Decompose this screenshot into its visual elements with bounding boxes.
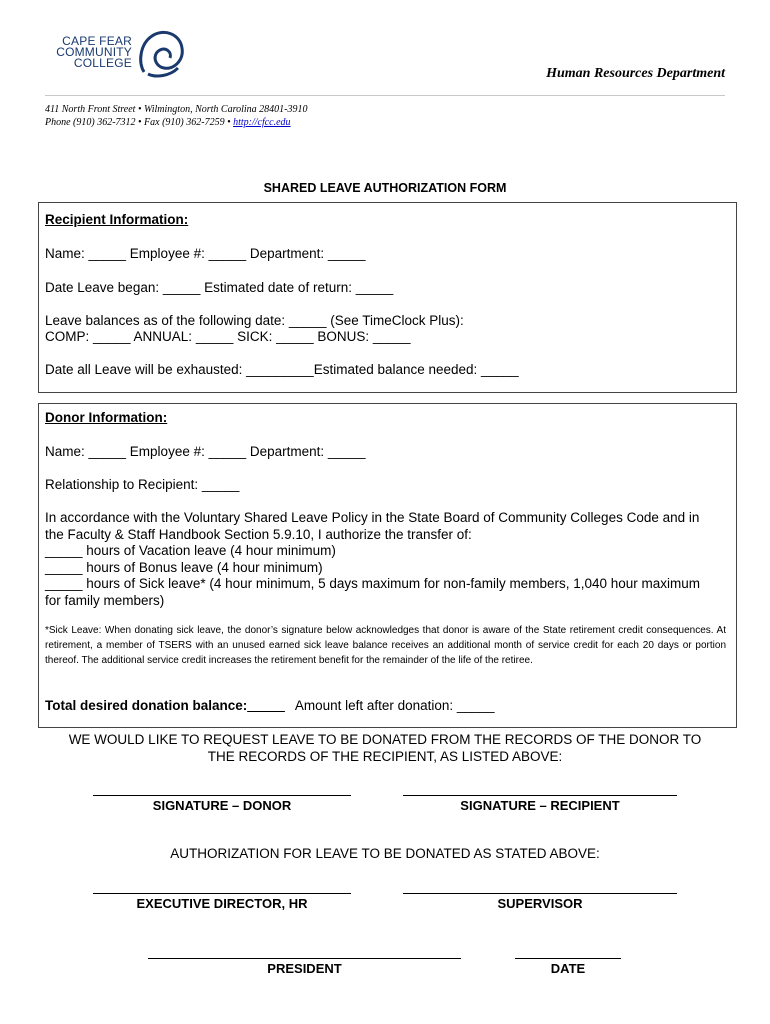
total-blank[interactable]: _____: [247, 698, 285, 713]
address-line: 411 North Front Street • Wilmington, North Carolina 28401-3910: [45, 104, 308, 115]
donor-name-line[interactable]: Name: _____ Employee #: _____ Department: _____: [45, 444, 366, 459]
logo-text: [50, 36, 132, 69]
sick-leave-note: *Sick Leave: When donating sick leave, the donor’s signature below acknowledges that donor is aware of the State retirement credit consequences. At retirement, a member of TSERS with an unused earned sick leave balance receives an additional month of service credit for each 20 days or portion thereof. The additional service credit increases the retirement benefit for the remainder of the life of the retiree.: [45, 625, 726, 666]
website-link[interactable]: http://cfcc.edu: [233, 117, 291, 128]
request-statement: [0, 732, 770, 765]
sick-hours-line[interactable]: _____ hours of Sick leave* (4 hour minimum, 5 days maximum for non-family members, 1,040 hour maximum: [45, 576, 701, 591]
signature-recipient[interactable]: SIGNATURE – RECIPIENT: [403, 795, 677, 813]
signature-president[interactable]: PRESIDENT: [148, 958, 461, 976]
college-logo: [50, 28, 190, 84]
phone-fax-text: Phone (910) 362-7312 • Fax (910) 362-7259 •: [45, 117, 234, 128]
signature-date[interactable]: DATE: [515, 958, 621, 976]
recipient-exhausted-line[interactable]: Date all Leave will be exhausted: _________Estimated balance needed: _____: [45, 362, 519, 377]
recipient-balances-line-1[interactable]: Leave balances as of the following date: _____ (See TimeClock Plus):: [45, 313, 464, 328]
request-line-2: THE RECORDS OF THE RECIPIENT, AS LISTED ABOVE:: [207, 748, 563, 764]
recipient-name-line[interactable]: Name: _____ Employee #: _____ Department: _____: [45, 246, 366, 261]
signature-donor[interactable]: SIGNATURE – DONOR: [93, 795, 351, 813]
bonus-hours-line[interactable]: _____ hours of Bonus leave (4 hour minimum): [45, 559, 323, 575]
recipient-heading: Recipient Information:: [45, 212, 189, 227]
donor-policy-text: [45, 510, 725, 609]
request-line-1: WE WOULD LIKE TO REQUEST LEAVE TO BE DONATED FROM THE RECORDS OF THE DONOR TO: [68, 732, 702, 747]
donor-section: [38, 403, 737, 728]
department-name: Human Resources Department: [546, 66, 725, 81]
signature-executive-director[interactable]: EXECUTIVE DIRECTOR, HR: [93, 893, 351, 911]
form-title: SHARED LEAVE AUTHORIZATION FORM: [263, 181, 507, 195]
header-divider: [45, 95, 725, 96]
recipient-section: [38, 202, 737, 393]
total-label: Total desired donation balance:: [45, 698, 248, 713]
logo-wave-icon: [136, 28, 186, 80]
recipient-date-line[interactable]: Date Leave began: _____ Estimated date of return: _____: [45, 280, 394, 295]
phone-line: [45, 116, 308, 129]
logo-line-2: COMMUNITY: [56, 45, 132, 59]
policy-line-2: the Faculty & Staff Handbook Section 5.9.10, I authorize the transfer of:: [45, 526, 472, 542]
authorization-statement: AUTHORIZATION FOR LEAVE TO BE DONATED AS STATED ABOVE:: [170, 846, 600, 861]
recipient-balances-line-2[interactable]: COMP: _____ ANNUAL: _____ SICK: _____ BONUS: _____: [45, 329, 411, 344]
donor-relationship-line[interactable]: Relationship to Recipient: _____: [45, 477, 240, 492]
policy-line-1: In accordance with the Voluntary Shared Leave Policy in the State Board of Community Colleges Code and in: [45, 510, 700, 525]
contact-block: [45, 103, 308, 129]
vacation-hours-line[interactable]: _____ hours of Vacation leave (4 hour minimum): [45, 543, 336, 558]
amount-left[interactable]: Amount left after donation: _____: [294, 698, 495, 713]
logo-line-1: CAPE FEAR: [62, 34, 132, 48]
policy-line-6: for family members): [45, 592, 165, 608]
donation-total-line: [45, 698, 494, 713]
logo-line-3: COLLEGE: [73, 56, 132, 70]
signature-supervisor[interactable]: SUPERVISOR: [403, 893, 677, 911]
donor-heading: Donor Information:: [45, 410, 168, 425]
